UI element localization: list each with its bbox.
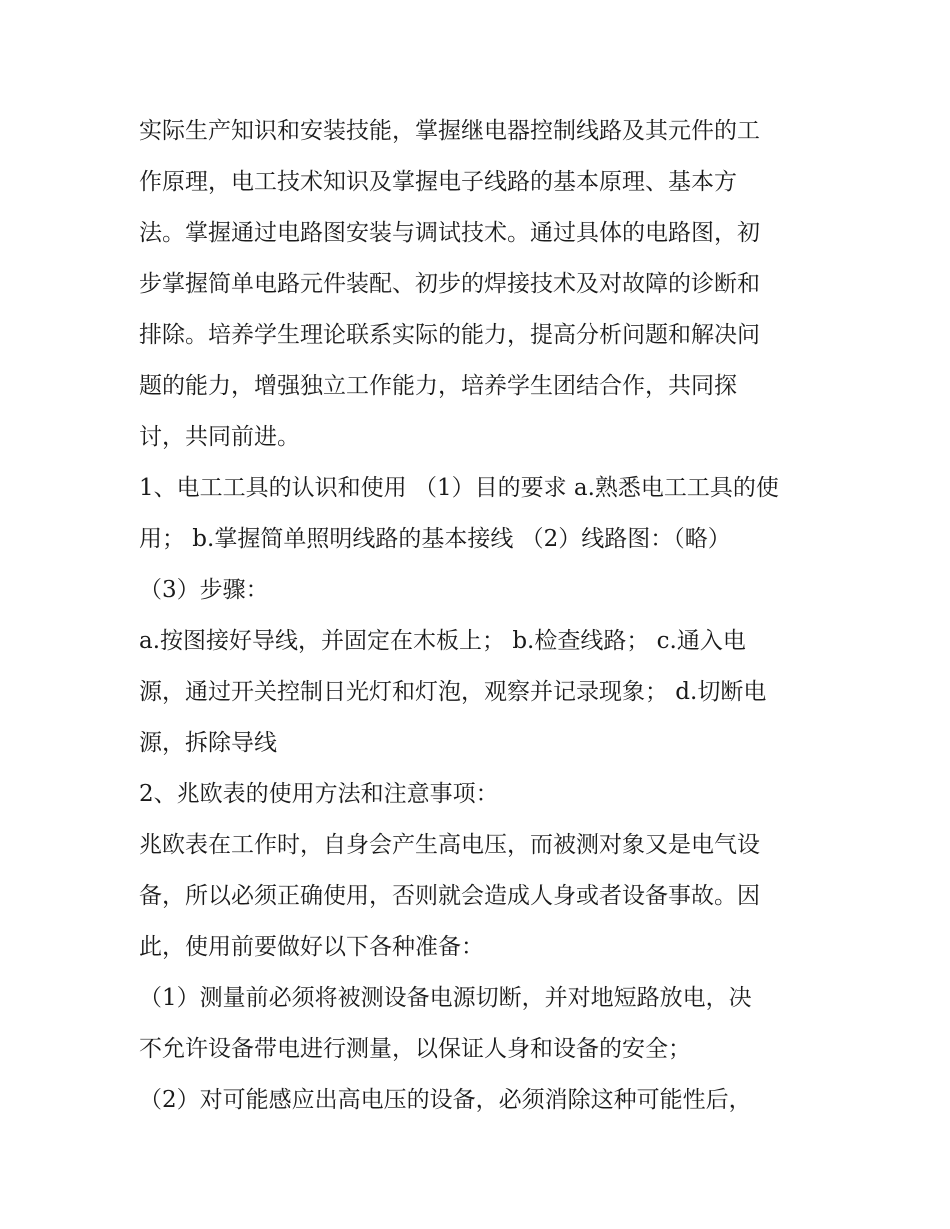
text-line: 2、兆欧表的使用方法和注意事项：	[139, 781, 499, 807]
text-line: 作原理，电工技术知识及掌握电子线路的基本原理、基本方	[139, 169, 737, 195]
text-line: 备，所以必须正确使用，否则就会造成人身或者设备事故。因	[139, 883, 760, 909]
text-line: 讨，共同前进。	[139, 424, 300, 450]
text-line: 步掌握简单电路元件装配、初步的焊接技术及对故障的诊断和	[139, 271, 760, 297]
text-line: 题的能力，增强独立工作能力，培养学生团结合作，共同探	[139, 373, 737, 399]
text-line: 源，拆除导线	[139, 730, 277, 756]
text-line: （2）对可能感应出高电压的设备，必须消除这种可能性后，	[139, 1087, 752, 1113]
text-line: （3）步骤：	[139, 577, 269, 603]
document-body	[139, 106, 819, 1126]
text-line: 不允许设备带电进行测量，以保证人身和设备的安全；	[139, 1036, 691, 1062]
text-line: 兆欧表在工作时，自身会产生高电压，而被测对象又是电气设	[139, 832, 760, 858]
text-line: 法。掌握通过电路图安装与调试技术。通过具体的电路图，初	[139, 220, 760, 246]
text-line: 1、电工工具的认识和使用 （1）目的要求 a.熟悉电工工具的使	[139, 475, 779, 501]
text-line: 用； b.掌握简单照明线路的基本接线 （2）线路图：（略）	[139, 526, 731, 552]
text-line: 实际生产知识和安装技能，掌握继电器控制线路及其元件的工	[139, 118, 760, 144]
text-line: a.按图接好导线，并固定在木板上； b.检查线路； c.通入电	[139, 628, 746, 654]
text-line: 源，通过开关控制日光灯和灯泡，观察并记录现象； d.切断电	[139, 679, 767, 705]
text-line: （1）测量前必须将被测设备电源切断，并对地短路放电，决	[139, 985, 752, 1011]
text-line: 排除。培养学生理论联系实际的能力，提高分析问题和解决问	[139, 322, 760, 348]
text-line: 此，使用前要做好以下各种准备：	[139, 934, 484, 960]
